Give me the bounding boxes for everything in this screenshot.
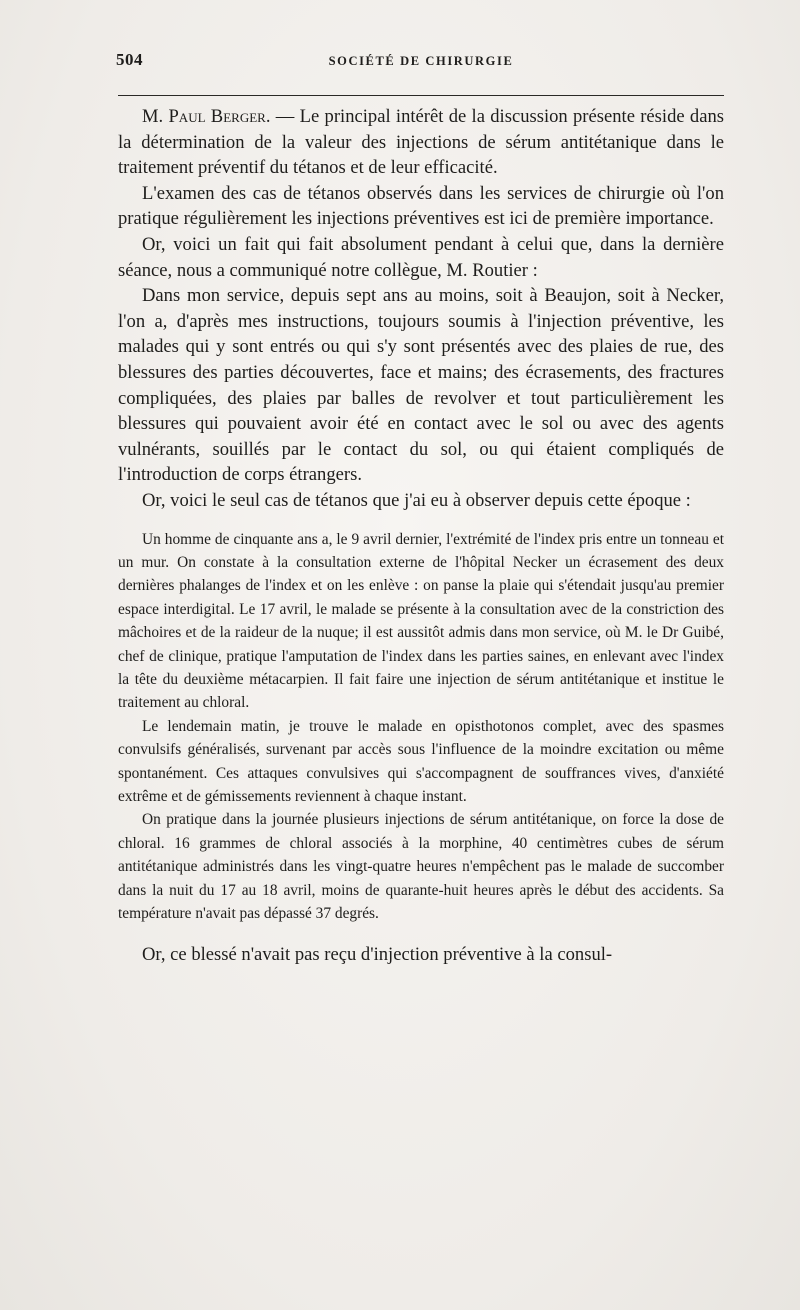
paragraph-1-text: — Le principal intérêt de la discussion présente réside dans la détermination de la valeur des injections de sérum antitétanique dans le traitement préventif du tétanos et de leur efficacité. (118, 106, 725, 179)
paragraph-3: Or, voici un fait qui fait absolument pendant à celui que, dans la dernière séance, nous a communiqué notre collègue, M. Routier : (118, 233, 724, 281)
paragraph-4: Dans mon service, depuis sept ans au moins, soit à Beaujon, soit à Necker, l'on a, d'après mes instructions, toujours soumis à l'injection préventive, les malades qui y sont entrés ou qui s'y sont présentés avec des plaies de rue, des blessures des parties découvertes, face et mains; des écrasements, des fractures compliquées, des plaies par balles de revolver et tout particulièrement les blessures qui pouvaient avoir été en contact avec le sol ou avec des agents vulnérants, souillés par le contact du sol, ou qui étaient compliqués de l'introduction de corps étrangers. (118, 285, 724, 486)
case-paragraph-3: On pratique dans la journée plusieurs injections de sérum antitétanique, on force la dose de chloral. 16 grammes de chloral associés à la morphine, 40 centimètres cubes de sérum antitétanique administrés dans les vingt-quatre heures n'empêchent pas le malade de succomber dans la nuit du 17 au 18 avril, moins de quarante-huit heures après le début des accidents. Sa température n'avait pas dépassé 37 degrés. (118, 811, 724, 922)
paragraph-5: Or, voici le seul cas de tétanos que j'ai eu à observer depuis cette époque : (142, 489, 691, 511)
paragraph-2: L'examen des cas de tétanos observés dans les services de chirurgie où l'on pratique régulièrement les injections préventives est ici de première importance. (118, 182, 724, 230)
case-report (118, 528, 724, 926)
paragraph-closing: Or, ce blessé n'avait pas reçu d'injection préventive à la consul- (142, 944, 613, 966)
running-title: SOCIÉTÉ DE CHIRURGIE (328, 54, 514, 68)
header-rule (118, 95, 724, 96)
case-paragraph-2: Le lendemain matin, je trouve le malade en opisthotonos complet, avec des spasmes convulsifs généralisés, survenant par accès sous l'influence de la moindre excitation ou même spontanément. Ces attaques convulsives qui s'accompagnent de souffrances vives, d'anxiété extrême et de gémissements reviennent à chaque instant. (118, 717, 724, 805)
body-text (118, 104, 724, 968)
case-paragraph-1: Un homme de cinquante ans a, le 9 avril dernier, l'extrémité de l'index pris entre un tonneau et un mur. On constate à la consultation externe de l'hôpital Necker un écrasement des deux dernières phalanges de l'index et on les enlève : on panse la plaie qui s'étendait jusqu'au premier espace interdigital. Le 17 avril, le malade se présente à la consultation avec de la constriction des mâchoires et de la raideur de la nuque; il est aussitôt admis dans mon service, où M. le Dr Guibé, chef de clinique, pratique l'amputation de l'index dans les parties saines, en enlevant avec l'index la tête du deuxième métacarpien. Il fait faire une injection de sérum antitétanique et institue le traitement au chloral. (118, 530, 724, 712)
page-header (116, 46, 726, 76)
speaker-name: M. Paul Berger. (142, 106, 271, 127)
page-number: 504 (116, 50, 143, 69)
paragraph-1 (118, 104, 724, 181)
